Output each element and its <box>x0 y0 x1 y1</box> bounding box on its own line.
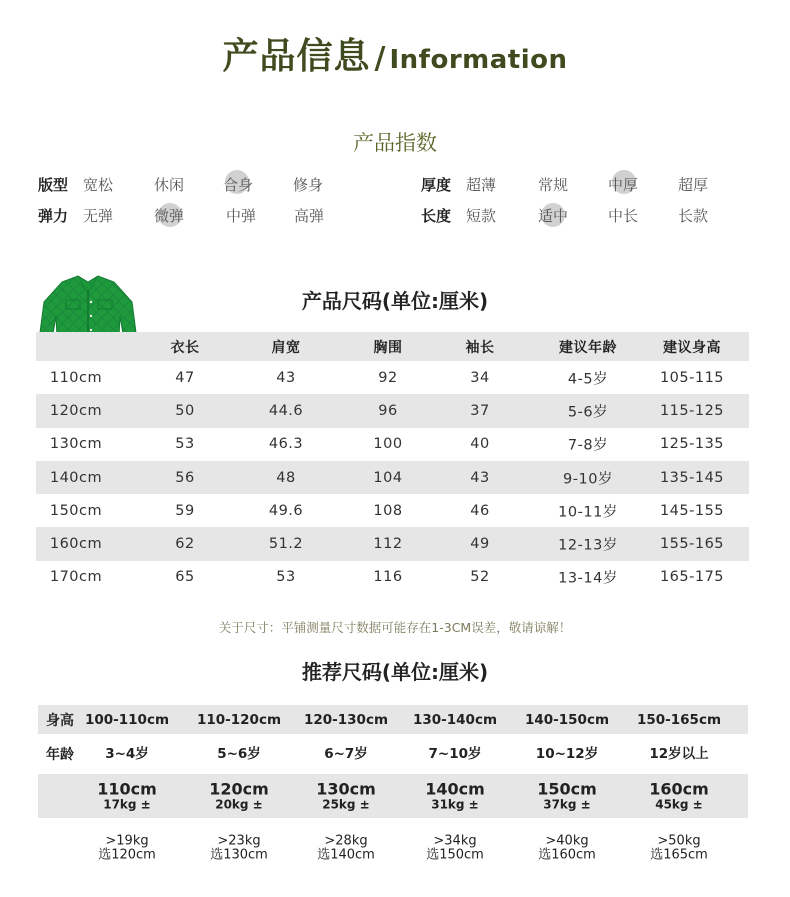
recommended-title: 推荐尺码(单位:厘米) <box>301 660 489 684</box>
age-row <box>38 734 748 774</box>
column-header: 衣长 <box>170 339 200 356</box>
table-cell: 43 <box>276 369 296 386</box>
size-value: 110cm <box>97 779 157 799</box>
index-option: 修身 <box>293 176 324 194</box>
table-cell: 116 <box>373 569 403 586</box>
size-table-body <box>36 361 749 594</box>
over-weight-cell <box>426 834 484 861</box>
height-cell: 100-110cm <box>84 711 170 728</box>
size-weight-cell <box>537 781 597 810</box>
age-cell: 7~10岁 <box>428 745 482 762</box>
column-header: 建议身高 <box>663 339 721 356</box>
index-label: 弹力 <box>38 207 69 225</box>
over-weight-value: >19kg <box>105 833 149 849</box>
table-cell: 59 <box>175 502 195 519</box>
table-cell: 115-125 <box>659 402 725 419</box>
index-option: 中弹 <box>226 207 257 225</box>
index-label: 厚度 <box>421 176 452 194</box>
over-weight-cell <box>650 834 708 861</box>
table-row <box>36 561 749 594</box>
table-cell: 44.6 <box>268 402 304 419</box>
index-label: 版型 <box>38 176 69 194</box>
table-cell: 37 <box>470 402 490 419</box>
index-option: 中长 <box>608 207 639 225</box>
size-cell: 120cm <box>49 402 103 419</box>
size-cell: 110cm <box>49 369 103 386</box>
table-cell: 112 <box>373 536 403 553</box>
title-english: Information <box>389 45 568 75</box>
age-cell: 3~4岁 <box>105 745 149 762</box>
age-cell: 12岁以上 <box>649 745 709 762</box>
size-cell: 140cm <box>49 469 103 486</box>
index-option-selected: 中厚 <box>608 176 639 194</box>
index-option-selected: 微弹 <box>154 207 185 225</box>
size-value: 160cm <box>649 779 709 799</box>
size-value: 140cm <box>425 779 485 799</box>
column-header: 胸围 <box>373 339 403 356</box>
page-title <box>0 28 790 79</box>
index-row-stretch <box>0 205 790 227</box>
table-header-row <box>36 332 749 361</box>
table-cell: 165-175 <box>659 569 725 586</box>
over-weight-value: >40kg <box>545 833 589 849</box>
table-cell: 53 <box>175 436 195 453</box>
index-option: 长款 <box>678 207 709 225</box>
age-label: 年龄 <box>46 747 74 763</box>
size-note: 关于尺寸：平铺测量尺寸数据可能存在1-3CM误差，敬请谅解！ <box>218 620 572 635</box>
size-weight-cell <box>97 781 157 810</box>
size-row <box>38 774 748 818</box>
recommended-table <box>38 705 748 874</box>
index-option: 无弹 <box>83 207 114 225</box>
table-cell: 96 <box>378 402 398 419</box>
index-option-selected: 合身 <box>223 176 254 194</box>
table-row <box>36 461 749 494</box>
size-weight-cell <box>425 781 485 810</box>
table-cell: 53 <box>276 569 296 586</box>
table-cell: 40 <box>470 436 490 453</box>
index-label: 长度 <box>421 207 452 225</box>
pick-size-value: 选160cm <box>538 847 596 862</box>
height-cell: 140-150cm <box>524 711 610 728</box>
index-option-selected: 适中 <box>538 207 569 225</box>
height-cell: 150-165cm <box>636 711 722 728</box>
height-label: 身高 <box>46 712 74 729</box>
table-cell: 105-115 <box>659 369 725 386</box>
table-cell: 4-5岁 <box>567 371 609 388</box>
size-cell: 170cm <box>49 569 103 586</box>
weight-value: 20kg ± <box>215 797 263 812</box>
index-option: 宽松 <box>83 176 114 194</box>
height-row <box>38 705 748 734</box>
table-cell: 100 <box>373 436 403 453</box>
table-cell: 135-145 <box>659 469 725 486</box>
product-index-title: 产品指数 <box>353 131 437 155</box>
height-cell: 120-130cm <box>303 711 389 728</box>
table-cell: 34 <box>470 369 490 386</box>
table-cell: 46.3 <box>268 436 304 453</box>
table-row <box>36 527 749 560</box>
table-cell: 7-8岁 <box>567 437 609 454</box>
pick-size-value: 选140cm <box>317 847 375 862</box>
table-cell: 51.2 <box>268 536 304 553</box>
table-cell: 47 <box>175 369 195 386</box>
table-cell: 104 <box>373 469 403 486</box>
index-row-fit <box>0 174 790 196</box>
over-weight-value: >50kg <box>657 833 701 849</box>
size-weight-cell <box>649 781 709 810</box>
table-cell: 49 <box>470 536 490 553</box>
table-cell: 65 <box>175 569 195 586</box>
size-cell: 160cm <box>49 536 103 553</box>
age-cell: 6~7岁 <box>324 745 368 762</box>
table-cell: 12-13岁 <box>558 537 618 554</box>
weight-value: 31kg ± <box>431 797 479 812</box>
over-weight-cell <box>317 834 375 861</box>
column-header: 肩宽 <box>271 339 301 356</box>
pick-size-value: 选150cm <box>426 847 484 862</box>
size-chart-title: 产品尺码(单位:厘米) <box>301 289 489 313</box>
pick-size-value: 选130cm <box>210 847 268 862</box>
size-cell: 130cm <box>49 436 103 453</box>
index-option: 常规 <box>538 176 569 194</box>
weight-value: 17kg ± <box>103 797 151 812</box>
table-cell: 62 <box>175 536 195 553</box>
index-option: 短款 <box>466 207 497 225</box>
table-row <box>36 394 749 427</box>
column-header: 袖长 <box>465 339 495 356</box>
size-value: 120cm <box>209 779 269 799</box>
table-cell: 92 <box>378 369 398 386</box>
height-cell: 130-140cm <box>412 711 498 728</box>
size-value: 150cm <box>537 779 597 799</box>
table-cell: 125-135 <box>659 436 725 453</box>
table-cell: 56 <box>175 469 195 486</box>
age-cell: 10~12岁 <box>535 745 599 762</box>
table-cell: 43 <box>470 469 490 486</box>
index-option: 超厚 <box>678 176 709 194</box>
table-cell: 48 <box>276 469 296 486</box>
table-cell: 9-10岁 <box>563 471 613 488</box>
weight-value: 37kg ± <box>543 797 591 812</box>
over-weight-row <box>38 822 748 874</box>
size-weight-cell <box>316 781 376 810</box>
index-option: 休闲 <box>154 176 185 194</box>
table-cell: 5-6岁 <box>567 404 609 421</box>
table-cell: 108 <box>373 502 403 519</box>
table-cell: 155-165 <box>659 536 725 553</box>
pick-size-value: 选120cm <box>98 847 156 862</box>
over-weight-cell <box>210 834 268 861</box>
index-option: 超薄 <box>466 176 497 194</box>
table-cell: 52 <box>470 569 490 586</box>
index-option: 高弹 <box>294 207 325 225</box>
weight-value: 45kg ± <box>655 797 703 812</box>
table-cell: 145-155 <box>659 502 725 519</box>
size-table <box>36 332 749 594</box>
table-row <box>36 494 749 527</box>
pick-size-value: 选165cm <box>650 847 708 862</box>
table-cell: 49.6 <box>268 502 304 519</box>
size-cell: 150cm <box>49 502 103 519</box>
table-cell: 46 <box>470 502 490 519</box>
size-value: 130cm <box>316 779 376 799</box>
table-cell: 10-11岁 <box>558 504 618 521</box>
over-weight-value: >23kg <box>217 833 261 849</box>
weight-value: 25kg ± <box>322 797 370 812</box>
table-row <box>36 428 749 461</box>
title-chinese: 产品信息 <box>222 36 371 77</box>
over-weight-cell <box>98 834 156 861</box>
over-weight-cell <box>538 834 596 861</box>
table-cell: 50 <box>175 402 195 419</box>
over-weight-value: >34kg <box>433 833 477 849</box>
column-header: 建议年龄 <box>559 339 617 356</box>
table-cell: 13-14岁 <box>558 570 618 587</box>
age-cell: 5~6岁 <box>217 745 261 762</box>
title-separator: / <box>374 41 386 76</box>
size-weight-cell <box>209 781 269 810</box>
over-weight-value: >28kg <box>324 833 368 849</box>
table-row <box>36 361 749 394</box>
height-cell: 110-120cm <box>196 711 282 728</box>
